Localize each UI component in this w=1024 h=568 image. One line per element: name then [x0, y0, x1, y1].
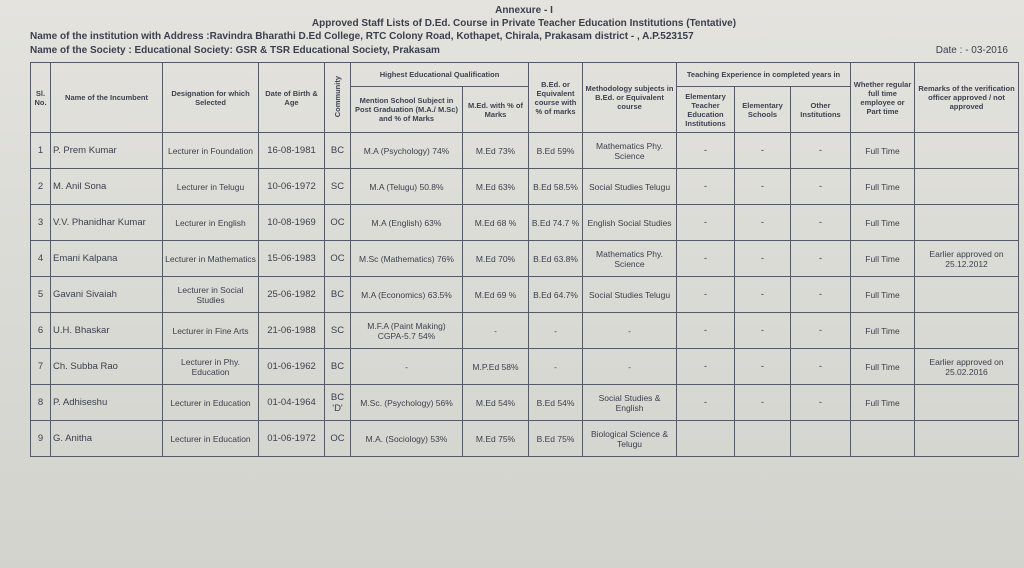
- table-body: [31, 133, 1019, 457]
- date-value: - 03-2016: [965, 45, 1008, 56]
- exp-elementary-cell: -: [677, 385, 735, 421]
- sl-cell: 7: [31, 349, 51, 385]
- regular-cell: Full Time: [851, 133, 915, 169]
- med-cell: M.Ed 54%: [463, 385, 529, 421]
- dob-cell: 21-06-1988: [259, 313, 325, 349]
- exp-elementary-cell: -: [677, 241, 735, 277]
- table-row: [31, 205, 1019, 241]
- annexure-heading: Annexure - I: [495, 5, 553, 16]
- bed-cell: B.Ed 75%: [529, 421, 583, 457]
- regular-cell: Full Time: [851, 385, 915, 421]
- date-label: Date :: [935, 45, 963, 56]
- designation-cell: Lecturer in Social Studies: [163, 277, 259, 313]
- remarks-cell: Earlier approved on 25.12.2012: [915, 241, 1019, 277]
- sl-cell: 3: [31, 205, 51, 241]
- pg-qualification-cell: M.A. (Sociology) 53%: [351, 421, 463, 457]
- med-cell: M.Ed 73%: [463, 133, 529, 169]
- designation-cell: Lecturer in Mathematics: [163, 241, 259, 277]
- dob-cell: 16-08-1981: [259, 133, 325, 169]
- dob-cell: 15-06-1983: [259, 241, 325, 277]
- designation-cell: Lecturer in English: [163, 205, 259, 241]
- table-row: [31, 277, 1019, 313]
- regular-cell: Full Time: [851, 241, 915, 277]
- dob-cell: 10-06-1972: [259, 169, 325, 205]
- designation-cell: Lecturer in Education: [163, 421, 259, 457]
- med-cell: M.Ed 75%: [463, 421, 529, 457]
- exp-schools-cell: -: [735, 313, 791, 349]
- pg-qualification-cell: M.A (Economics) 63.5%: [351, 277, 463, 313]
- date-field: [936, 44, 1008, 58]
- document-title: Approved Staff Lists of D.Ed. Course in Private Teacher Education Institutions (Tentative): [311, 18, 737, 29]
- methodology-cell: Social Studies & English: [583, 385, 677, 421]
- header-mention-school: Mention School Subject in Post Graduation (M.A./ M.Sc) and % of Marks: [351, 87, 463, 133]
- header-dob: Date of Birth & Age: [259, 63, 325, 133]
- dob-cell: 25-06-1982: [259, 277, 325, 313]
- community-cell: OC: [325, 421, 351, 457]
- pg-qualification-cell: M.Sc (Mathematics) 76%: [351, 241, 463, 277]
- designation-cell: Lecturer in Fine Arts: [163, 313, 259, 349]
- designation-cell: Lecturer in Foundation: [163, 133, 259, 169]
- header-elementary-tei: Elementary Teacher Education Institutions: [677, 87, 735, 133]
- remarks-cell: [915, 205, 1019, 241]
- pg-qualification-cell: M.A (Telugu) 50.8%: [351, 169, 463, 205]
- bed-cell: B.Ed 63.8%: [529, 241, 583, 277]
- community-cell: SC: [325, 169, 351, 205]
- exp-other-cell: -: [791, 205, 851, 241]
- pg-qualification-cell: M.A (Psychology) 74%: [351, 133, 463, 169]
- header-teaching-experience: Teaching Experience in completed years in: [677, 63, 851, 87]
- name-cell: Gavani Sivaiah: [51, 277, 163, 313]
- designation-cell: Lecturer in Phy. Education: [163, 349, 259, 385]
- name-cell: G. Anitha: [51, 421, 163, 457]
- exp-schools-cell: -: [735, 385, 791, 421]
- community-cell: OC: [325, 205, 351, 241]
- med-cell: -: [463, 313, 529, 349]
- pg-qualification-cell: M.F.A (Paint Making) CGPA-5.7 54%: [351, 313, 463, 349]
- methodology-cell: Biological Science & Telugu: [583, 421, 677, 457]
- bed-cell: -: [529, 349, 583, 385]
- pg-qualification-cell: -: [351, 349, 463, 385]
- name-cell: Ch. Subba Rao: [51, 349, 163, 385]
- exp-other-cell: -: [791, 133, 851, 169]
- dob-cell: 01-04-1964: [259, 385, 325, 421]
- pg-qualification-cell: M.A (English) 63%: [351, 205, 463, 241]
- dob-cell: 10-08-1969: [259, 205, 325, 241]
- bed-cell: B.Ed 59%: [529, 133, 583, 169]
- header-designation: Designation for which Selected: [163, 63, 259, 133]
- header-med: M.Ed. with % of Marks: [463, 87, 529, 133]
- dob-cell: 01-06-1972: [259, 421, 325, 457]
- community-cell: BC 'D': [325, 385, 351, 421]
- bed-cell: B.Ed 58.5%: [529, 169, 583, 205]
- header-elementary-schools: Elementary Schools: [735, 87, 791, 133]
- name-cell: P. Prem Kumar: [51, 133, 163, 169]
- exp-elementary-cell: -: [677, 133, 735, 169]
- sl-cell: 1: [31, 133, 51, 169]
- methodology-cell: English Social Studies: [583, 205, 677, 241]
- sl-cell: 6: [31, 313, 51, 349]
- methodology-cell: Social Studies Telugu: [583, 169, 677, 205]
- sl-cell: 9: [31, 421, 51, 457]
- community-cell: BC: [325, 277, 351, 313]
- table-row: [31, 349, 1019, 385]
- sl-cell: 5: [31, 277, 51, 313]
- header-name: Name of the Incumbent: [51, 63, 163, 133]
- exp-other-cell: -: [791, 169, 851, 205]
- name-cell: M. Anil Sona: [51, 169, 163, 205]
- exp-other-cell: [791, 421, 851, 457]
- med-cell: M.Ed 70%: [463, 241, 529, 277]
- dob-cell: 01-06-1962: [259, 349, 325, 385]
- header-remarks: Remarks of the verification officer approved / not approved: [915, 63, 1019, 133]
- med-cell: M.Ed 68 %: [463, 205, 529, 241]
- sl-cell: 2: [31, 169, 51, 205]
- bed-cell: -: [529, 313, 583, 349]
- med-cell: M.Ed 69 %: [463, 277, 529, 313]
- table-row: [31, 241, 1019, 277]
- exp-schools-cell: -: [735, 205, 791, 241]
- exp-elementary-cell: [677, 421, 735, 457]
- med-cell: M.Ed 63%: [463, 169, 529, 205]
- designation-cell: Lecturer in Telugu: [163, 169, 259, 205]
- exp-other-cell: -: [791, 241, 851, 277]
- designation-cell: Lecturer in Education: [163, 385, 259, 421]
- bed-cell: B.Ed 54%: [529, 385, 583, 421]
- pg-qualification-cell: M.Sc. (Psychology) 56%: [351, 385, 463, 421]
- sl-cell: 4: [31, 241, 51, 277]
- community-cell: SC: [325, 313, 351, 349]
- society-text: Name of the Society : Educational Society: GSR & TSR Educational Society, Prakasam: [30, 45, 440, 56]
- methodology-cell: -: [583, 349, 677, 385]
- remarks-cell: [915, 385, 1019, 421]
- regular-cell: Full Time: [851, 349, 915, 385]
- header-sl: Sl. No.: [31, 63, 51, 133]
- methodology-cell: Social Studies Telugu: [583, 277, 677, 313]
- header-community-text: Community: [333, 75, 342, 118]
- exp-schools-cell: [735, 421, 791, 457]
- exp-other-cell: -: [791, 385, 851, 421]
- remarks-cell: [915, 133, 1019, 169]
- remarks-cell: [915, 277, 1019, 313]
- exp-schools-cell: -: [735, 241, 791, 277]
- exp-other-cell: -: [791, 349, 851, 385]
- staff-table: [30, 62, 1019, 457]
- exp-schools-cell: -: [735, 169, 791, 205]
- exp-schools-cell: -: [735, 277, 791, 313]
- exp-elementary-cell: -: [677, 349, 735, 385]
- exp-schools-cell: -: [735, 349, 791, 385]
- exp-other-cell: -: [791, 313, 851, 349]
- table-row: [31, 385, 1019, 421]
- community-cell: OC: [325, 241, 351, 277]
- table-row: [31, 133, 1019, 169]
- methodology-cell: -: [583, 313, 677, 349]
- exp-elementary-cell: -: [677, 313, 735, 349]
- regular-cell: Full Time: [851, 169, 915, 205]
- name-cell: Emani Kalpana: [51, 241, 163, 277]
- table-row: [31, 169, 1019, 205]
- bed-cell: B.Ed 74.7 %: [529, 205, 583, 241]
- remarks-cell: [915, 313, 1019, 349]
- regular-cell: Full Time: [851, 205, 915, 241]
- sl-cell: 8: [31, 385, 51, 421]
- header-community: [325, 63, 351, 133]
- exp-elementary-cell: -: [677, 205, 735, 241]
- header-bed: B.Ed. or Equivalent course with % of marks: [529, 63, 583, 133]
- regular-cell: [851, 421, 915, 457]
- name-cell: P. Adhiseshu: [51, 385, 163, 421]
- institution-line: Name of the institution with Address :Ravindra Bharathi D.Ed College, RTC Colony Road, Kothapet, Chirala, Prakasam district - , A.P.523157: [30, 31, 694, 42]
- exp-elementary-cell: -: [677, 169, 735, 205]
- exp-elementary-cell: -: [677, 277, 735, 313]
- remarks-cell: Earlier approved on 25.02.2016: [915, 349, 1019, 385]
- name-cell: U.H. Bhaskar: [51, 313, 163, 349]
- community-cell: BC: [325, 133, 351, 169]
- remarks-cell: [915, 421, 1019, 457]
- exp-other-cell: -: [791, 277, 851, 313]
- header-regular: Whether regular full time employee or Part time: [851, 63, 915, 133]
- methodology-cell: Mathematics Phy. Science: [583, 133, 677, 169]
- header-other-institutions: Other Institutions: [791, 87, 851, 133]
- header-highest-qualification: Highest Educational Qualification: [351, 63, 529, 87]
- methodology-cell: Mathematics Phy. Science: [583, 241, 677, 277]
- med-cell: M.P.Ed 58%: [463, 349, 529, 385]
- bed-cell: B.Ed 64.7%: [529, 277, 583, 313]
- community-cell: BC: [325, 349, 351, 385]
- name-cell: V.V. Phanidhar Kumar: [51, 205, 163, 241]
- exp-schools-cell: -: [735, 133, 791, 169]
- society-line: [30, 44, 1018, 58]
- regular-cell: Full Time: [851, 313, 915, 349]
- table-row: [31, 313, 1019, 349]
- regular-cell: Full Time: [851, 277, 915, 313]
- table-row: [31, 421, 1019, 457]
- header-methodology: Methodology subjects in B.Ed. or Equivalent course: [583, 63, 677, 133]
- remarks-cell: [915, 169, 1019, 205]
